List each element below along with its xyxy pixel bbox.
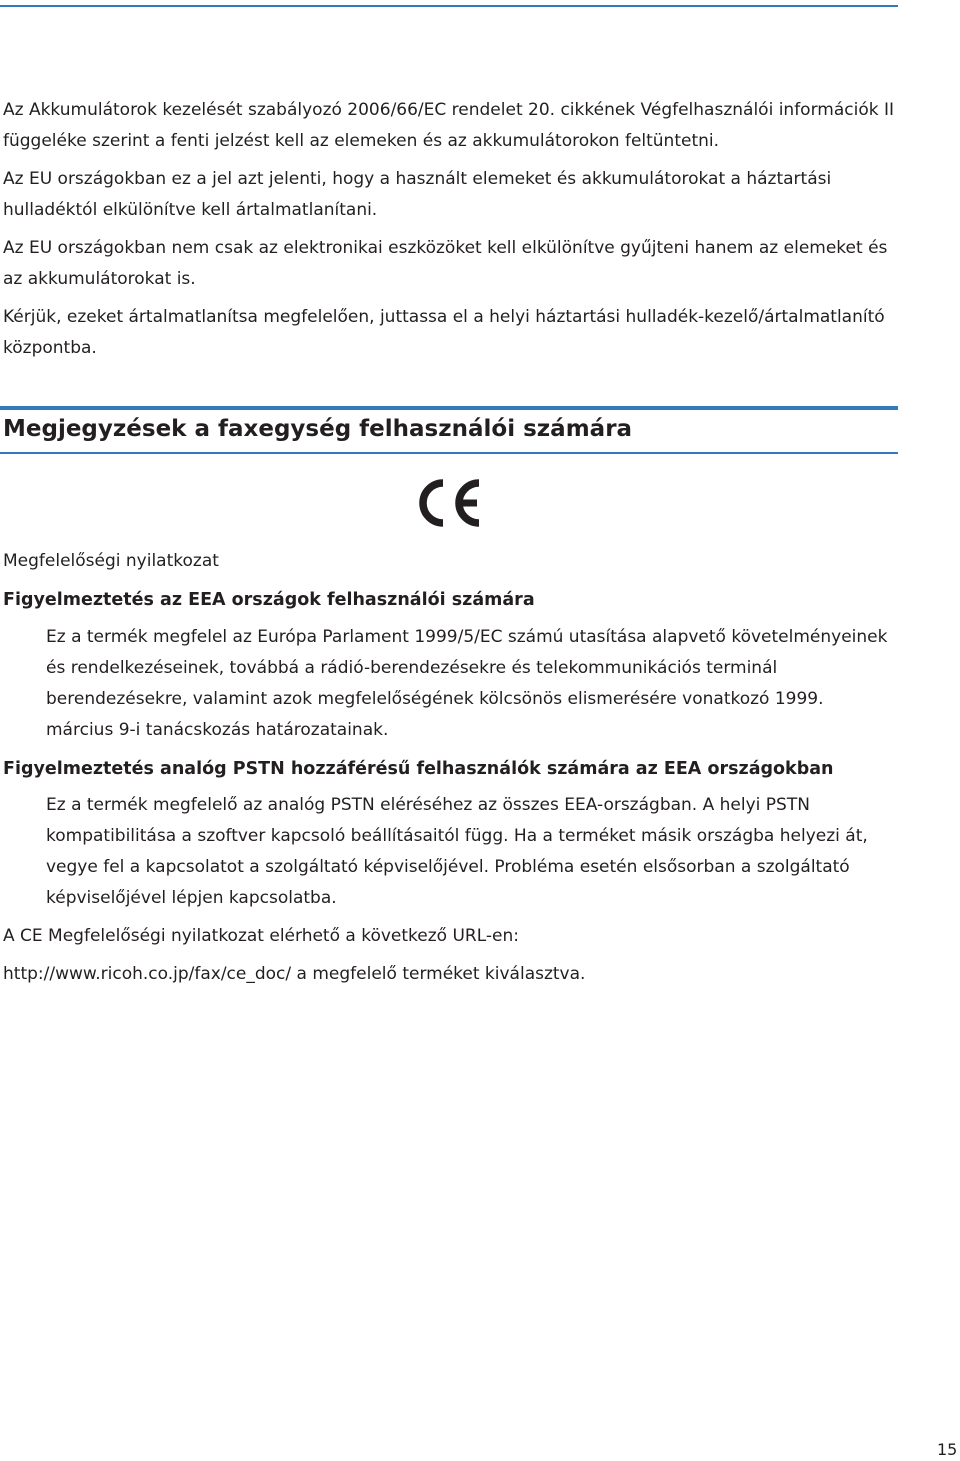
pstn-warning-text: Ez a termék megfelelő az analóg PSTN eléréséhez az összes EEA-országban. A helyi PSTN kompatibilitása a szoftver kapcsoló beállításaitól függ. Ha a terméket másik országba helyezi át, vegye fel a kapcsolatot a szolgáltató képviselőjével. Probléma esetén elsősorban a szolgáltató képviselőjével lépjen kapcsolatba. bbox=[46, 795, 868, 908]
section-title: Megjegyzések a faxegység felhasználói számára bbox=[3, 416, 633, 442]
section-divider-top bbox=[0, 406, 898, 410]
top-divider bbox=[0, 5, 898, 7]
paragraph-eu-collection: Az EU országokban nem csak az elektronikai eszközöket kell elkülönítve gyűjteni hanem az elemeket és az akkumulátorokat is. bbox=[3, 238, 888, 289]
ce-mark-icon bbox=[417, 479, 483, 527]
paragraph-disposal-request: Kérjük, ezeket ártalmatlanítsa megfelelően, juttassa el a helyi háztartási hulladék-kezelő/ártalmatlanító központba. bbox=[3, 307, 885, 358]
page-number: 15 bbox=[937, 1440, 958, 1459]
ce-url-intro: A CE Megfelelőségi nyilatkozat elérhető a következő URL-en: bbox=[3, 926, 519, 946]
section-divider-bottom bbox=[0, 452, 898, 454]
eea-warning-text: Ez a termék megfelel az Európa Parlament 1999/5/EC számú utasítása alapvető követelményeinek és rendelkezéseinek, továbbá a rádió-berendezésekre és telekommunikációs terminál berendezésekre, valamint azok megfelelőségének kölcsönös elismerésére vonatkozó 1999. március 9-i tanácskozás határozatainak. bbox=[46, 627, 888, 740]
declaration-label: Megfelelőségi nyilatkozat bbox=[3, 551, 219, 571]
paragraph-eu-symbol-meaning: Az EU országokban ez a jel azt jelenti, hogy a használt elemeket és akkumulátorokat a háztartási hulladéktól elkülönítve kell ártalmatlanítani. bbox=[3, 169, 832, 220]
paragraph-battery-directive: Az Akkumulátorok kezelését szabályozó 2006/66/EC rendelet 20. cikkének Végfelhasználói információk II függeléke szerint a fenti jelzést kell az elemeken és az akkumulátorokon feltüntetni. bbox=[3, 100, 894, 151]
eea-warning-heading: Figyelmeztetés az EEA országok felhasználói számára bbox=[3, 590, 535, 610]
pstn-warning-heading: Figyelmeztetés analóg PSTN hozzáférésű felhasználók számára az EEA országokban bbox=[3, 759, 834, 779]
ce-url-line: http://www.ricoh.co.jp/fax/ce_doc/ a megfelelő terméket kiválasztva. bbox=[3, 964, 586, 984]
